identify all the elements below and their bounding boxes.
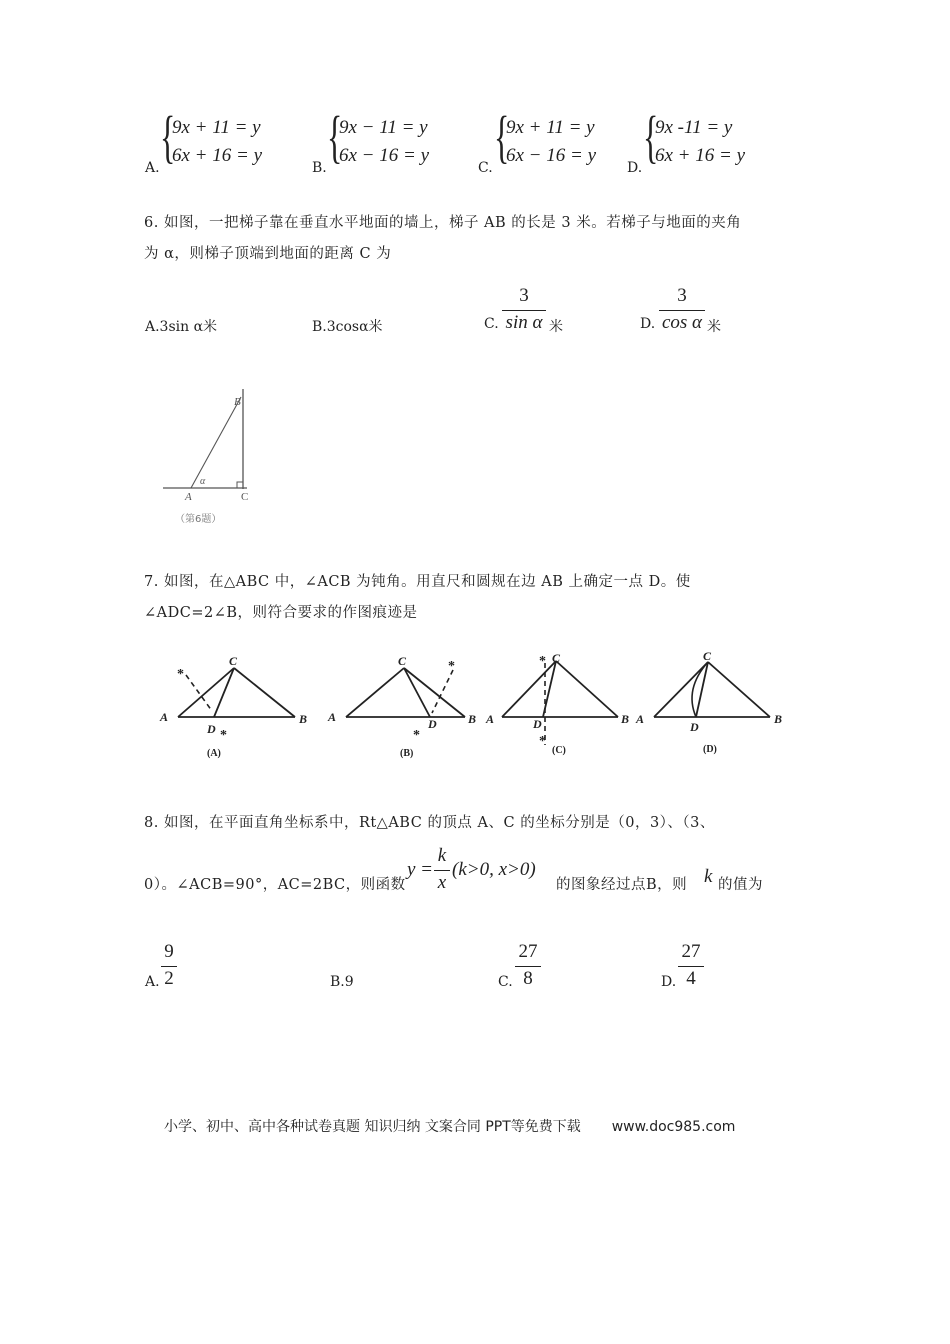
q8-option-c-denominator: 8 [523, 968, 533, 989]
q7-figure-b [327, 654, 476, 759]
q5-option-c-eq1: 9x + 11 = y [506, 117, 595, 138]
q8-option-d-numerator: 27 [681, 941, 701, 962]
q8-option-a-fraction-bar [161, 966, 177, 967]
q6-figure [155, 385, 265, 530]
q6-option-d-denominator: cos α [661, 312, 703, 333]
q5-option-c-brace: { [494, 104, 510, 169]
q7-stem-line1: 7. 如图，在△ABC 中，∠ACB 为钝角。用直尺和圆规在边 AB 上确定一点 D。使 [144, 574, 691, 590]
q5-option-d-eq2: 6x + 16 = y [655, 145, 746, 166]
q7-figure-a [159, 654, 307, 759]
q6-option-d-fraction-bar [659, 310, 705, 311]
q7-c-label-d: D [533, 717, 542, 731]
q7-figure-d [635, 649, 782, 755]
q8-option-a-label: A. [145, 974, 160, 990]
q8-option-c-fraction-bar [515, 966, 541, 967]
q5-option-c-eq2: 6x − 16 = y [506, 145, 597, 166]
q5-option-b-system [339, 114, 429, 170]
q5-option-d-brace: { [643, 104, 659, 169]
q6-stem [144, 208, 824, 270]
footer [164, 1116, 735, 1136]
svg-text:*: * [448, 659, 455, 674]
q7-b-label-c: C [398, 654, 407, 668]
q7-figure-c [485, 651, 629, 756]
q8-option-a-fraction [161, 940, 177, 990]
q6-figure-caption: （第6题） [175, 514, 222, 525]
q8-func-numerator: k [437, 845, 447, 866]
q8-option-a-denominator: 2 [164, 968, 174, 989]
svg-text:*: * [539, 654, 546, 669]
svg-text:*: * [413, 728, 420, 743]
q7-d-label-d: D [690, 720, 699, 734]
q8-option-a-numerator: 9 [164, 941, 174, 962]
q8-option-d-fraction-bar [678, 966, 704, 967]
q7-stem [144, 567, 824, 629]
q7-figures [150, 645, 800, 765]
q6-label-alpha: α [200, 476, 206, 487]
q6-label-c: C [241, 491, 249, 503]
q6-option-d-numerator: 3 [677, 285, 687, 306]
q6-option-c-unit: 米 [549, 319, 563, 335]
q7-stem-line2: ∠ADC=2∠B，则符合要求的作图痕迹是 [144, 605, 418, 621]
q7-a-caption: (A) [207, 748, 221, 759]
q6-option-b: B.3cosα米 [312, 319, 383, 335]
q8-func-condition: (k>0, x>0) [452, 859, 536, 880]
q6-label-a: A [185, 491, 192, 503]
q8-option-c-label: C. [498, 974, 513, 990]
q6-option-c-numerator: 3 [519, 285, 529, 306]
q7-a-label-a: A [160, 710, 169, 724]
svg-text:*: * [177, 667, 184, 682]
q5-option-b-eq1: 9x − 11 = y [339, 117, 428, 138]
q7-c-label-a: A [486, 712, 495, 726]
q6-label-b: B [234, 396, 241, 408]
q5-option-c-system [506, 114, 596, 170]
q6-option-d-fraction [659, 284, 705, 334]
q5-option-c-label: C. [478, 160, 493, 176]
q6-stem-line2: 为 α，则梯子顶端到地面的距离 C 为 [144, 246, 392, 262]
q8-option-c-fraction [515, 940, 541, 990]
q6-option-c-fraction-bar [502, 310, 546, 311]
footer-link[interactable]: www.doc985.com [611, 1119, 736, 1135]
q8-k-symbol: k [704, 866, 713, 887]
q8-option-d-denominator: 4 [686, 968, 696, 989]
q8-func-denominator: x [437, 872, 447, 893]
footer-text: 小学、初中、高中各种试卷真题 知识归纳 文案合同 PPT等免费下载 [164, 1119, 581, 1135]
q7-a-label-c: C [229, 654, 238, 668]
q7-c-label-c: C [552, 651, 561, 665]
q5-option-a-eq2: 6x + 16 = y [172, 145, 263, 166]
q6-right-angle-mark [237, 482, 243, 488]
q8-option-d-label: D. [661, 974, 677, 990]
q6-option-c-fraction [502, 284, 546, 334]
q5-option-d-system [655, 114, 745, 170]
q6-option-d-unit: 米 [707, 319, 721, 335]
q7-a-label-d: D [207, 722, 216, 736]
q5-option-d-eq1: 9x -11 = y [655, 117, 733, 138]
q8-func-fraction [434, 844, 450, 894]
q5-option-b-brace: { [327, 104, 343, 169]
q5-option-a-eq1: 9x + 11 = y [172, 117, 261, 138]
q8-stem-line2a: 0）。∠ACB=90°，AC=2BC，则函数 [144, 877, 406, 893]
q8-func-y: y = [407, 859, 434, 880]
q5-option-b-label: B. [312, 160, 327, 176]
q8-stem-line2b: 的图象经过点B，则 [556, 877, 688, 893]
q7-c-label-b: B [621, 712, 630, 726]
svg-text:*: * [539, 734, 546, 749]
q7-d-caption: (D) [703, 744, 717, 755]
q7-d-label-b: B [774, 712, 783, 726]
q8-stem-line1: 8. 如图，在平面直角坐标系中，Rt△ABC 的顶点 A、C 的坐标分别是（0，3）、（3、 [144, 815, 715, 831]
q6-option-c-denominator: sin α [505, 312, 543, 333]
q6-stem-line1: 6. 如图，一把梯子靠在垂直水平地面的墙上，梯子 AB 的长是 3 米。若梯子与地面的夹角 [144, 215, 742, 231]
q7-b-label-d: D [428, 717, 437, 731]
q5-option-a-label: A. [145, 160, 160, 176]
q7-b-caption: (B) [400, 748, 414, 759]
q5-option-b-eq2: 6x − 16 = y [339, 145, 430, 166]
q8-option-b: B.9 [330, 974, 354, 990]
q6-option-c-label: C. [484, 316, 499, 332]
svg-text:*: * [220, 728, 227, 743]
q7-c-caption: (C) [552, 745, 566, 756]
q8-func-fraction-bar [434, 870, 450, 871]
q6-option-a: A.3sin α米 [145, 319, 218, 335]
q7-d-label-c: C [703, 649, 712, 663]
q5-option-a-system [172, 114, 262, 170]
q8-stem-line2c: 的值为 [718, 877, 763, 893]
q8-option-d-fraction [678, 940, 704, 990]
q7-b-label-b: B [468, 712, 477, 726]
q6-option-d-label: D. [640, 316, 656, 332]
q8-option-c-numerator: 27 [518, 941, 538, 962]
q5-option-a-brace: { [160, 104, 176, 169]
q7-d-label-a: A [636, 712, 645, 726]
q7-b-label-a: A [328, 710, 337, 724]
q7-a-label-b: B [299, 712, 308, 726]
q5-option-d-label: D. [627, 160, 643, 176]
q6-ladder-line [191, 397, 241, 488]
